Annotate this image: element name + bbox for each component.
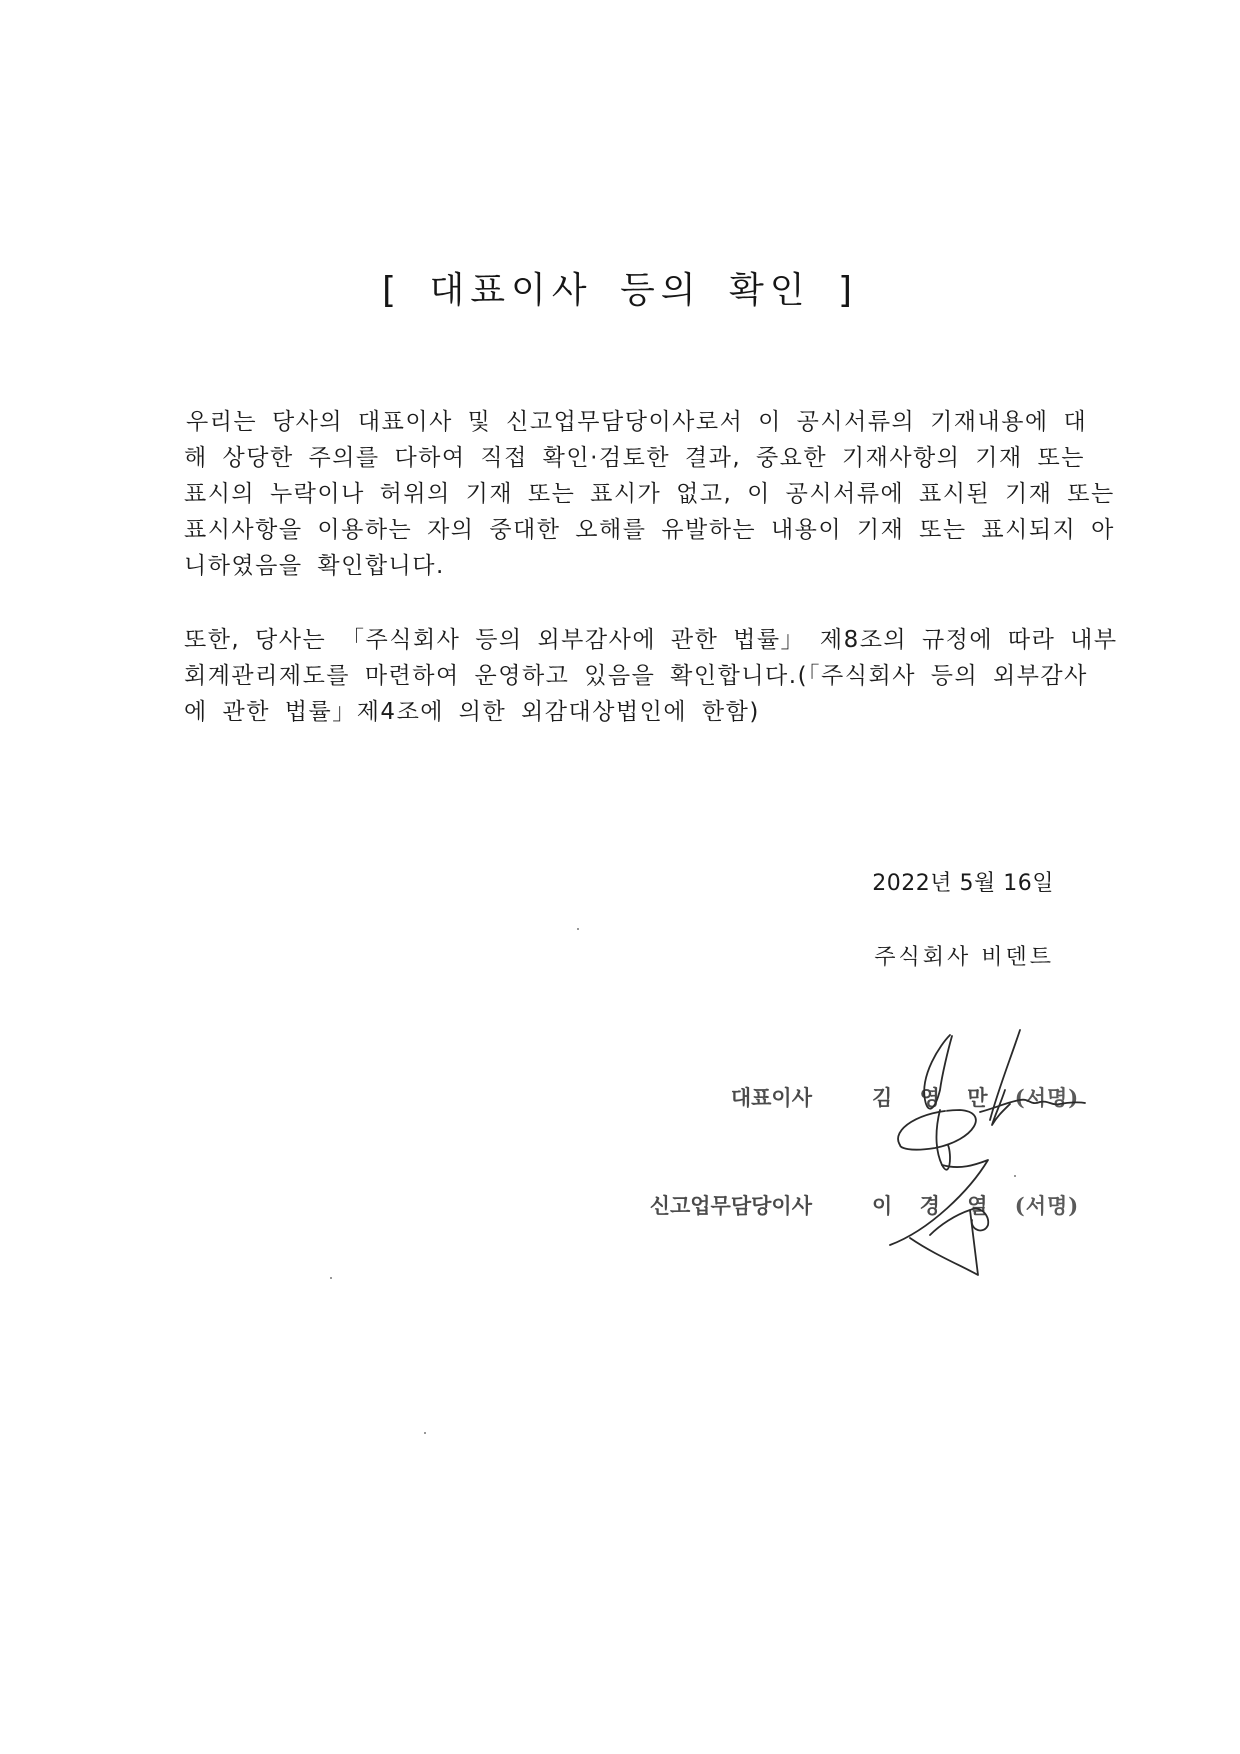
handwritten-signature-icon [880, 1020, 1120, 1280]
signatory-role: 신고업무담당이사 [649, 1193, 812, 1218]
document-title: [ 대표이사 등의 확인 ] [381, 270, 859, 311]
signatory-ceo [0, 1082, 1240, 1122]
company-name: 주식회사 비덴트 [874, 945, 1054, 970]
paragraph-line: 또한, 당사는 「주식회사 등의 외부감사에 관한 법률」 제8조의 규정에 따라 내부 [184, 627, 1118, 653]
scan-speck [330, 1277, 332, 1279]
paragraph-line: 회계관리제도를 마련하여 운영하고 있음을 확인합니다.(「주식회사 등의 외부감사 [184, 663, 1088, 689]
scan-speck [577, 928, 579, 930]
paragraph-line: 우리는 당사의 대표이사 및 신고업무담당이사로서 이 공시서류의 기재내용에 대 [186, 409, 1088, 435]
paragraph-line: 에 관한 법률」제4조에 의한 외감대상법인에 한함) [184, 699, 760, 725]
document-date: 2022년 5월 16일 [872, 871, 1054, 896]
signatory-name: 김 영 만 [872, 1085, 998, 1110]
signatory-role: 대표이사 [730, 1085, 812, 1110]
signatory-reporting-officer [0, 1190, 1240, 1230]
scan-speck [945, 1110, 947, 1112]
internal-control-paragraph [184, 622, 1118, 730]
signature-note: (서명) [1014, 1085, 1080, 1110]
paragraph-line: 니하였음을 확인합니다. [184, 553, 445, 579]
signature-note: (서명) [1014, 1193, 1080, 1218]
signatory-name-block [872, 1190, 1079, 1220]
paragraph-line: 해 상당한 주의를 다하여 직접 확인·검토한 결과, 중요한 기재사항의 기재 또는 [184, 445, 1085, 471]
signatory-name-block [872, 1082, 1079, 1112]
confirmation-paragraph [184, 404, 1115, 584]
paragraph-line: 표시사항을 이용하는 자의 중대한 오해를 유발하는 내용이 기재 또는 표시되지 아 [184, 517, 1115, 543]
scan-speck [1014, 1175, 1016, 1177]
signatory-name: 이 경 열 [872, 1193, 998, 1218]
scan-speck [424, 1432, 426, 1434]
paragraph-line: 표시의 누락이나 허위의 기재 또는 표시가 없고, 이 공시서류에 표시된 기재 또는 [184, 481, 1115, 507]
